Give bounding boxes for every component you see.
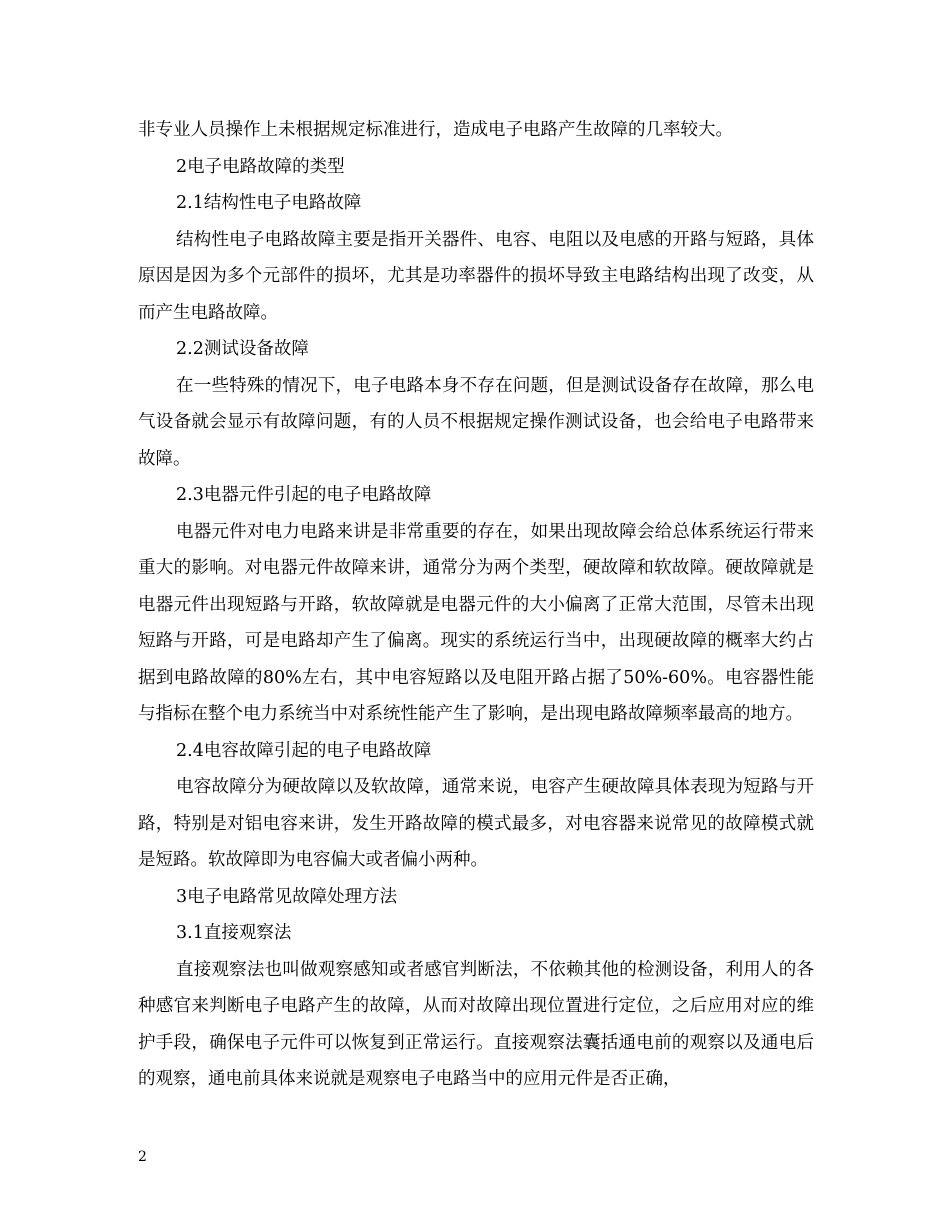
paragraph-test-equipment-faults: 在一些特殊的情况下，电子电路本身不存在问题，但是测试设备存在故障，那么电气设备就会显示有故障问题，有的人员不根据规定操作测试设备，也会给电子电路带来故障。 xyxy=(138,375,814,469)
page-number: 2 xyxy=(138,1149,147,1165)
continuation-paragraph: 非专业人员操作上未根据规定标准进行，造成电子电路产生故障的几率较大。 xyxy=(138,120,733,140)
paragraph-structural-faults: 结构性电子电路故障主要是指开关器件、电容、电阻以及电感的开路与短路，具体原因是因为多个元部件的损坏，尤其是功率器件的损坏导致主电路结构出现了改变，从而产生电路故障。 xyxy=(138,229,814,323)
subsection-heading-2-4: 2.4电容故障引起的电子电路故障 xyxy=(176,740,432,761)
subsection-heading-2-1: 2.1结构性电子电路故障 xyxy=(176,193,362,213)
document-body xyxy=(138,112,814,1098)
section-heading-2: 2电子电路故障的类型 xyxy=(176,156,345,177)
paragraph-direct-observation: 直接观察法也叫做观察感知或者感官判断法，不依赖其他的检测设备，利用人的各种感官来判断电子电路产生的故障，从而对故障出现位置进行定位，之后应用对应的维护手段，确保电子元件可以恢复到正常运行。直接观察法囊括通电前的观察以及通电后的观察，通电前具体来说就是观察电子电路当中的应用元件是否正确， xyxy=(138,959,814,1089)
subsection-heading-3-1: 3.1直接观察法 xyxy=(176,923,292,943)
section-heading-3: 3电子电路常见故障处理方法 xyxy=(176,886,398,907)
subsection-heading-2-2: 2.2测试设备故障 xyxy=(176,339,309,359)
paragraph-component-faults: 电器元件对电力电路来讲是非常重要的存在，如果出现故障会给总体系统运行带来重大的影响。对电器元件故障来讲，通常分为两个类型，硬故障和软故障。硬故障就是电器元件出现短路与开路，软故障就是电器元件的大小偏离了正常大范围，尽管未出现短路与开路，可是电路却产生了偏离。现实的系统运行当中，出现硬故障的概率大约占据到电路故障的80%左右，其中电容短路以及电阻开路占据了50%-60%。电容器性能与指标在整个电力系统当中对系统性能产生了影响，是出现电路故障频率最高的地方。 xyxy=(138,521,814,724)
paragraph-capacitor-faults: 电容故障分为硬故障以及软故障，通常来说，电容产生硬故障具体表现为短路与开路，特别是对铝电容来讲，发生开路故障的模式最多，对电容器来说常见的故障模式就是短路。软故障即为电容偏大或者偏小两种。 xyxy=(138,777,814,870)
subsection-heading-2-3: 2.3电器元件引起的电子电路故障 xyxy=(176,485,432,505)
